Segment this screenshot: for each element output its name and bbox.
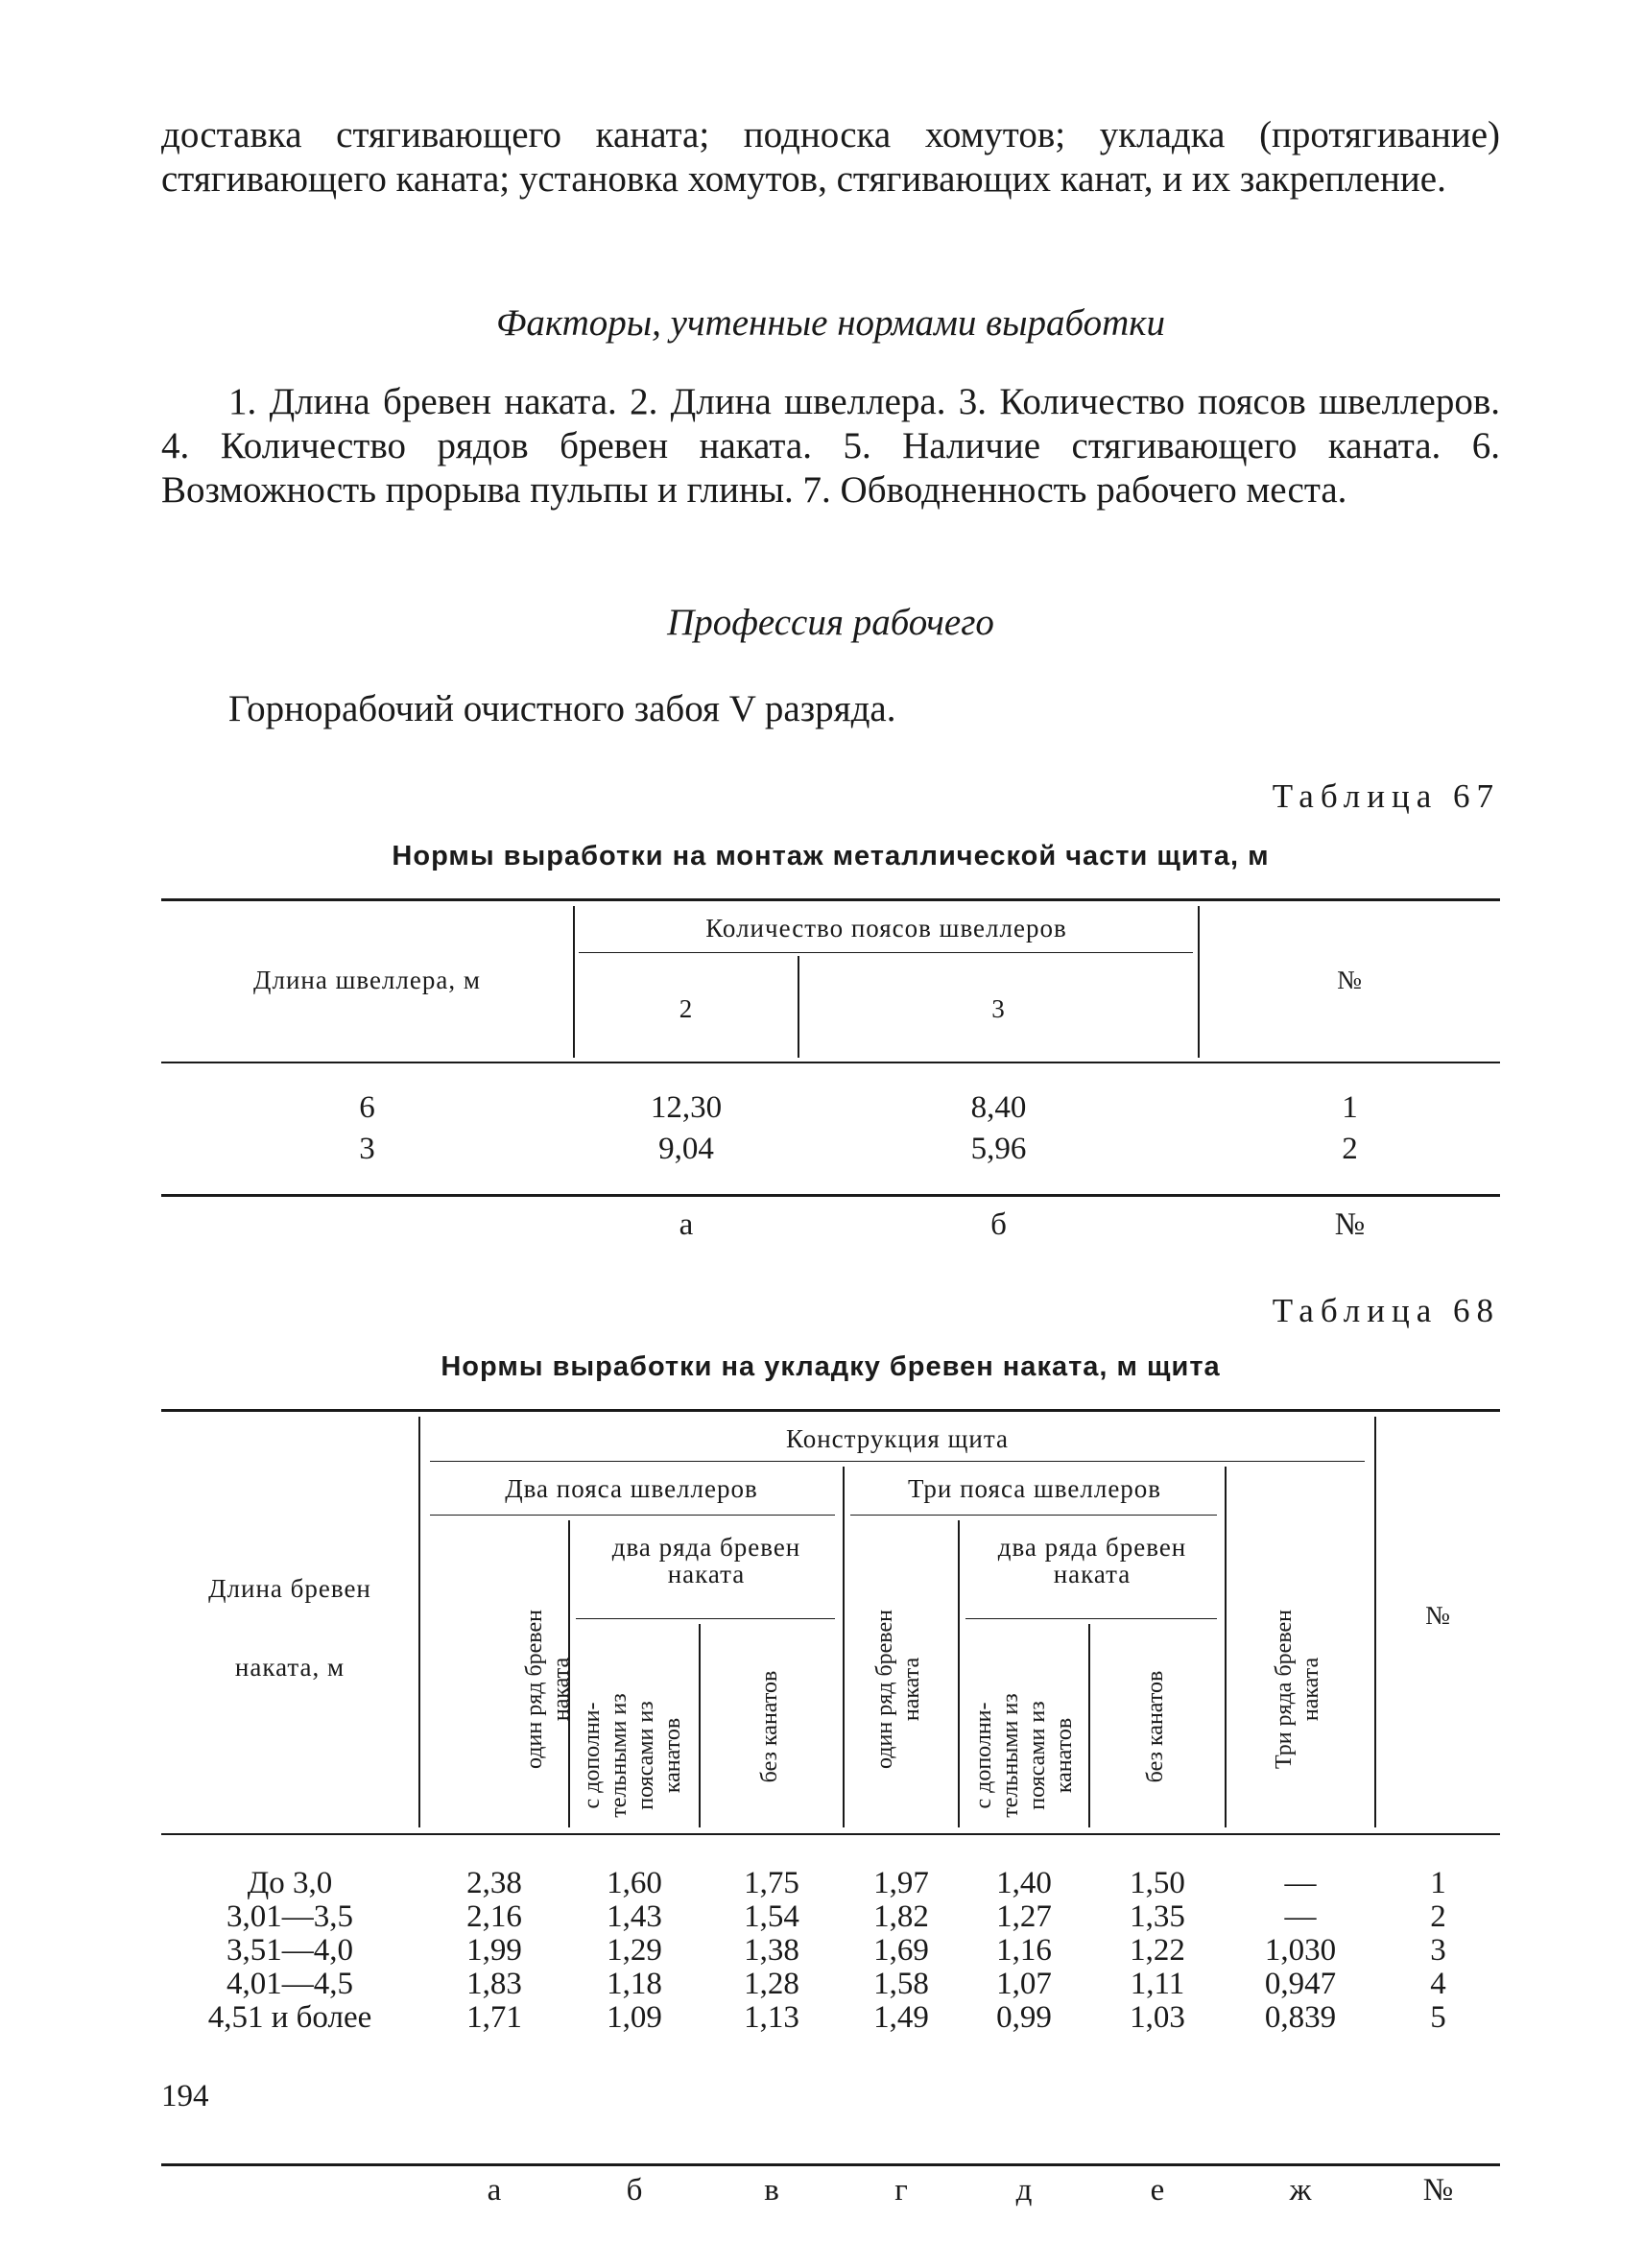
table-67-cell-2: 9,04	[658, 1132, 714, 1166]
table-68-subgroup-rule	[850, 1515, 1217, 1516]
table-68-header-two-rows: два ряда бревен наката	[611, 1533, 801, 1588]
table-68-top-rule	[161, 1409, 1500, 1412]
table-68-cell-d: 1,07	[996, 1967, 1052, 2001]
table-68-cell-b: 1,43	[607, 1899, 662, 1934]
table-67-footer-b: б	[990, 1207, 1007, 1242]
header-line: поясами из	[1025, 1701, 1050, 1810]
table-68-cell-length: 3,01—3,5	[226, 1899, 353, 1934]
table-68-header-no: №	[1425, 1601, 1451, 1630]
table-68-cell-v: 1,54	[744, 1899, 799, 1934]
table-68-header-length-2: наката, м	[234, 1653, 345, 1682]
table-68-cell-no: 2	[1430, 1899, 1446, 1934]
table-68-cell-length: 4,01—4,5	[226, 1967, 353, 2001]
table-68-cell-length: 3,51—4,0	[226, 1933, 353, 1968]
table-67-label: Таблица 67	[1272, 777, 1500, 815]
table-68-header-no-ropes: без канатов	[757, 1670, 782, 1783]
table-68-subgroup-rule	[965, 1618, 1217, 1619]
table-68-header-rule	[161, 1833, 1500, 1835]
table-67-cell-2: 12,30	[650, 1090, 723, 1125]
table-67-header-length: Длина швеллера, м	[253, 966, 481, 994]
header-line: поясами из	[633, 1701, 658, 1810]
table-68-label: Таблица 68	[1272, 1292, 1500, 1329]
table-68	[161, 1409, 1500, 2229]
factors-paragraph: 1. Длина бревен наката. 2. Длина швеллера. 3. Количество поясов швеллеров. 4. Количество рядов бревен наката. 5. Наличие стягивающего каната. 6. Возможность прорыва пульпы и глины. 7. Обводненность рабочего места.	[161, 381, 1500, 511]
table-67-top-rule	[161, 898, 1500, 901]
table-68-bottom-rule	[161, 2163, 1500, 2166]
table-68-cell-e: 1,03	[1130, 2000, 1185, 2035]
table-67-cell-3: 8,40	[970, 1090, 1027, 1125]
table-68-cell-d: 1,27	[996, 1899, 1052, 1934]
table-68-cell-zh: 1,030	[1264, 1933, 1337, 1968]
table-67-cell-length: 6	[359, 1090, 375, 1125]
table-67-group-rule	[579, 952, 1193, 953]
table-68-cell-e: 1,50	[1130, 1866, 1185, 1900]
table-68-cell-g: 1,49	[873, 2000, 929, 2035]
table-68-divider	[699, 1624, 701, 1827]
table-68-header-two-rows: два ряда бревен наката	[997, 1533, 1187, 1588]
table-68-cell-g: 1,82	[873, 1899, 929, 1934]
table-68-cell-v: 1,38	[744, 1933, 799, 1968]
table-68-header-no-ropes: без канатов	[1143, 1670, 1168, 1783]
table-68-divider	[1225, 1467, 1227, 1827]
header-line: наката	[1299, 1657, 1323, 1722]
table-68-cell-d: 1,40	[996, 1866, 1052, 1900]
header-line: канатов	[1052, 1717, 1077, 1794]
table-68-cell-no: 3	[1430, 1933, 1446, 1968]
table-68-footer-zh: ж	[1289, 2173, 1312, 2208]
header-line: канатов	[660, 1717, 685, 1794]
table-67-header-3: 3	[991, 994, 1006, 1023]
table-68-cell-a: 2,38	[466, 1866, 522, 1900]
header-line: с дополни-	[971, 1702, 996, 1809]
table-68-cell-e: 1,11	[1130, 1967, 1185, 2001]
table-68-header-three-belts: Три пояса швеллеров	[907, 1474, 1162, 1503]
table-68-footer-g: г	[894, 2173, 908, 2208]
table-68-cell-length: 4,51 и более	[207, 2000, 372, 2035]
table-68-header-one-row	[521, 1545, 579, 1833]
table-67-bottom-rule	[161, 1194, 1500, 1197]
table-68-header-with-extra	[970, 1655, 1076, 1856]
table-68-cell-no: 1	[1430, 1866, 1446, 1900]
table-68-cell-no: 5	[1430, 2000, 1446, 2035]
table-68-cell-zh: —	[1284, 1899, 1317, 1934]
table-67-header-group: Количество поясов швеллеров	[705, 914, 1067, 943]
table-68-header-three-rows	[1271, 1545, 1328, 1833]
table-68-cell-e: 1,35	[1130, 1899, 1185, 1934]
table-68-cell-zh: —	[1284, 1866, 1317, 1900]
table-67-header-rule	[161, 1062, 1500, 1063]
intro-paragraph: доставка стягивающего каната; подноска хомутов; укладка (протягивание) стягивающего каната; установка хомутов, стягивающих канат, и их закрепление.	[161, 114, 1500, 200]
table-67	[161, 898, 1500, 1273]
table-68-cell-g: 1,69	[873, 1933, 929, 1968]
table-68-cell-no: 4	[1430, 1967, 1446, 2001]
table-67-cell-no: 2	[1342, 1132, 1358, 1166]
table-67-footer-a: а	[679, 1207, 694, 1242]
header-line: тельными из	[607, 1693, 631, 1818]
table-68-divider	[1088, 1624, 1090, 1827]
header-line: наката	[549, 1657, 574, 1722]
page-number: 194	[161, 2079, 209, 2113]
table-68-title: Нормы выработки на укладку бревен наката, м щита	[441, 1351, 1221, 1382]
table-68-cell-e: 1,22	[1130, 1933, 1185, 1968]
table-68-cell-v: 1,13	[744, 2000, 799, 2035]
table-68-cell-b: 1,09	[607, 2000, 662, 2035]
table-68-group-rule	[430, 1461, 1365, 1462]
table-68-header-construction: Конструкция щита	[786, 1424, 1009, 1453]
header-line: тельными из	[998, 1693, 1023, 1818]
table-68-footer-v: в	[764, 2173, 779, 2208]
table-68-footer-no: №	[1422, 2173, 1454, 2208]
table-68-cell-v: 1,75	[744, 1866, 799, 1900]
table-68-subgroup-rule	[430, 1515, 835, 1516]
table-68-header-with-extra	[579, 1655, 684, 1856]
table-67-footer-no: №	[1334, 1207, 1366, 1242]
header-line: один ряд бревен	[872, 1610, 897, 1770]
table-68-footer-b: б	[626, 2173, 643, 2208]
profession-heading: Профессия рабочего	[667, 602, 994, 643]
table-68-cell-zh: 0,947	[1264, 1967, 1337, 2001]
table-68-cell-d: 1,16	[996, 1933, 1052, 1968]
table-68-cell-a: 1,83	[466, 1967, 522, 2001]
table-68-footer-a: а	[487, 2173, 502, 2208]
table-67-title: Нормы выработки на монтаж металлической части щита, м	[392, 841, 1270, 871]
header-line: Три ряда бревен	[1272, 1609, 1297, 1770]
table-67-cell-3: 5,96	[970, 1132, 1027, 1166]
table-68-cell-a: 1,71	[466, 2000, 522, 2035]
header-line: с дополни-	[580, 1702, 605, 1809]
table-68-cell-v: 1,28	[744, 1967, 799, 2001]
table-68-header-two-belts: Два пояса швеллеров	[505, 1474, 758, 1503]
table-68-cell-g: 1,58	[873, 1967, 929, 2001]
table-68-cell-g: 1,97	[873, 1866, 929, 1900]
table-68-cell-b: 1,18	[607, 1967, 662, 2001]
table-68-cell-zh: 0,839	[1264, 2000, 1337, 2035]
table-67-cell-length: 3	[359, 1132, 375, 1166]
table-67-header-2: 2	[679, 994, 694, 1023]
table-67-header-no: №	[1337, 966, 1363, 994]
table-68-divider	[843, 1467, 845, 1827]
table-68-cell-a: 1,99	[466, 1933, 522, 1968]
table-68-cell-a: 2,16	[466, 1899, 522, 1934]
table-68-subgroup-rule	[576, 1618, 835, 1619]
table-68-cell-b: 1,29	[607, 1933, 662, 1968]
header-line: один ряд бревен	[522, 1610, 547, 1770]
table-68-header-one-row	[871, 1545, 929, 1833]
profession-paragraph: Горнорабочий очистного забоя V разряда.	[228, 688, 896, 729]
table-68-footer-e: е	[1150, 2173, 1165, 2208]
factors-heading: Факторы, учтенные нормами выработки	[495, 302, 1165, 344]
header-line: наката	[899, 1657, 924, 1722]
table-67-cell-no: 1	[1342, 1090, 1358, 1125]
table-68-cell-b: 1,60	[607, 1866, 662, 1900]
table-68-cell-d: 0,99	[996, 2000, 1052, 2035]
table-68-cell-length: До 3,0	[247, 1866, 333, 1900]
table-68-header-length-1: Длина бревен	[208, 1574, 371, 1603]
table-68-footer-d: д	[1015, 2173, 1033, 2208]
